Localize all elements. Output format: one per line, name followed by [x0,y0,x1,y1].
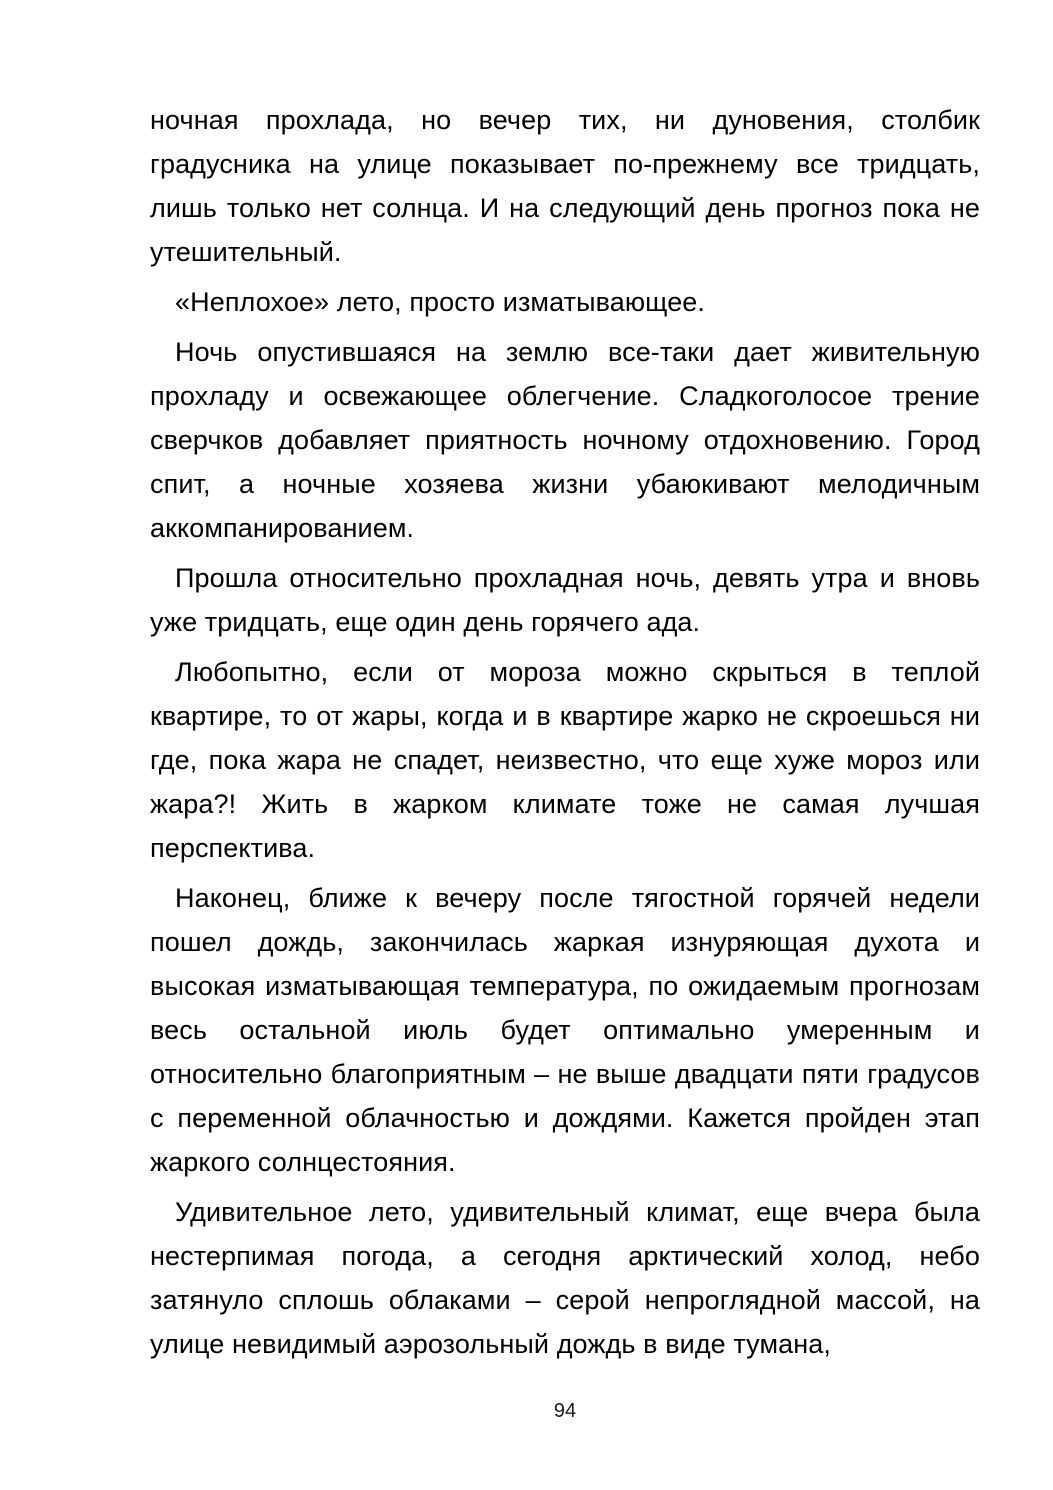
body-text-column [150,98,980,1366]
body-paragraph-3: Ночь опустившаяся на землю все-таки дает живительную прохладу и освежающее облегчение. Сладкоголосое трение сверчков добавляет приятность ночному отдохновению. Город спит, а ночные хозяева жизни убаюкивают мелодичным аккомпанированием. [150,337,980,543]
page-footer [150,1398,980,1424]
body-paragraph-6: Наконец, ближе к вечеру после тягостной горячей недели пошел дождь, закончилась жаркая изнуряющая духота и высокая изматывающая температура, по ожидаемым прогнозам весь остальной июль будет оптимально умеренным и относительно благоприятным – не выше двадцати пяти градусов с переменной облачностью и дождями. Кажется пройден этап жаркого солнцестояния. [150,883,980,1177]
body-paragraph-5: Любопытно, если от мороза можно скрыться в теплой квартире, то от жары, когда и в квартире жарко не скроешься ни где, пока жара не спадет, неизвестно, что еще хуже мороз или жара?! Жить в жарком климате тоже не самая лучшая перспектива. [150,657,980,863]
body-paragraph-1: ночная прохлада, но вечер тих, ни дуновения, столбик градусника на улице показывает по-прежнему все тридцать, лишь только нет солнца. И на следующий день прогноз пока не утешительный. [150,105,980,267]
body-paragraph-4: Прошла относительно прохладная ночь, девять утра и вновь уже тридцать, еще один день горячего ада. [150,563,980,637]
body-paragraph-2: «Неплохое» лето, просто изматывающее. [175,287,706,317]
body-paragraph-7: Удивительное лето, удивительный климат, еще вчера была нестерпимая погода, а сегодня арктический холод, небо затянуло сплошь облаками – серой непроглядной массой, на улице невидимый аэрозольный дождь в виде тумана, [150,1197,980,1359]
page-number: 94 [553,1400,577,1422]
